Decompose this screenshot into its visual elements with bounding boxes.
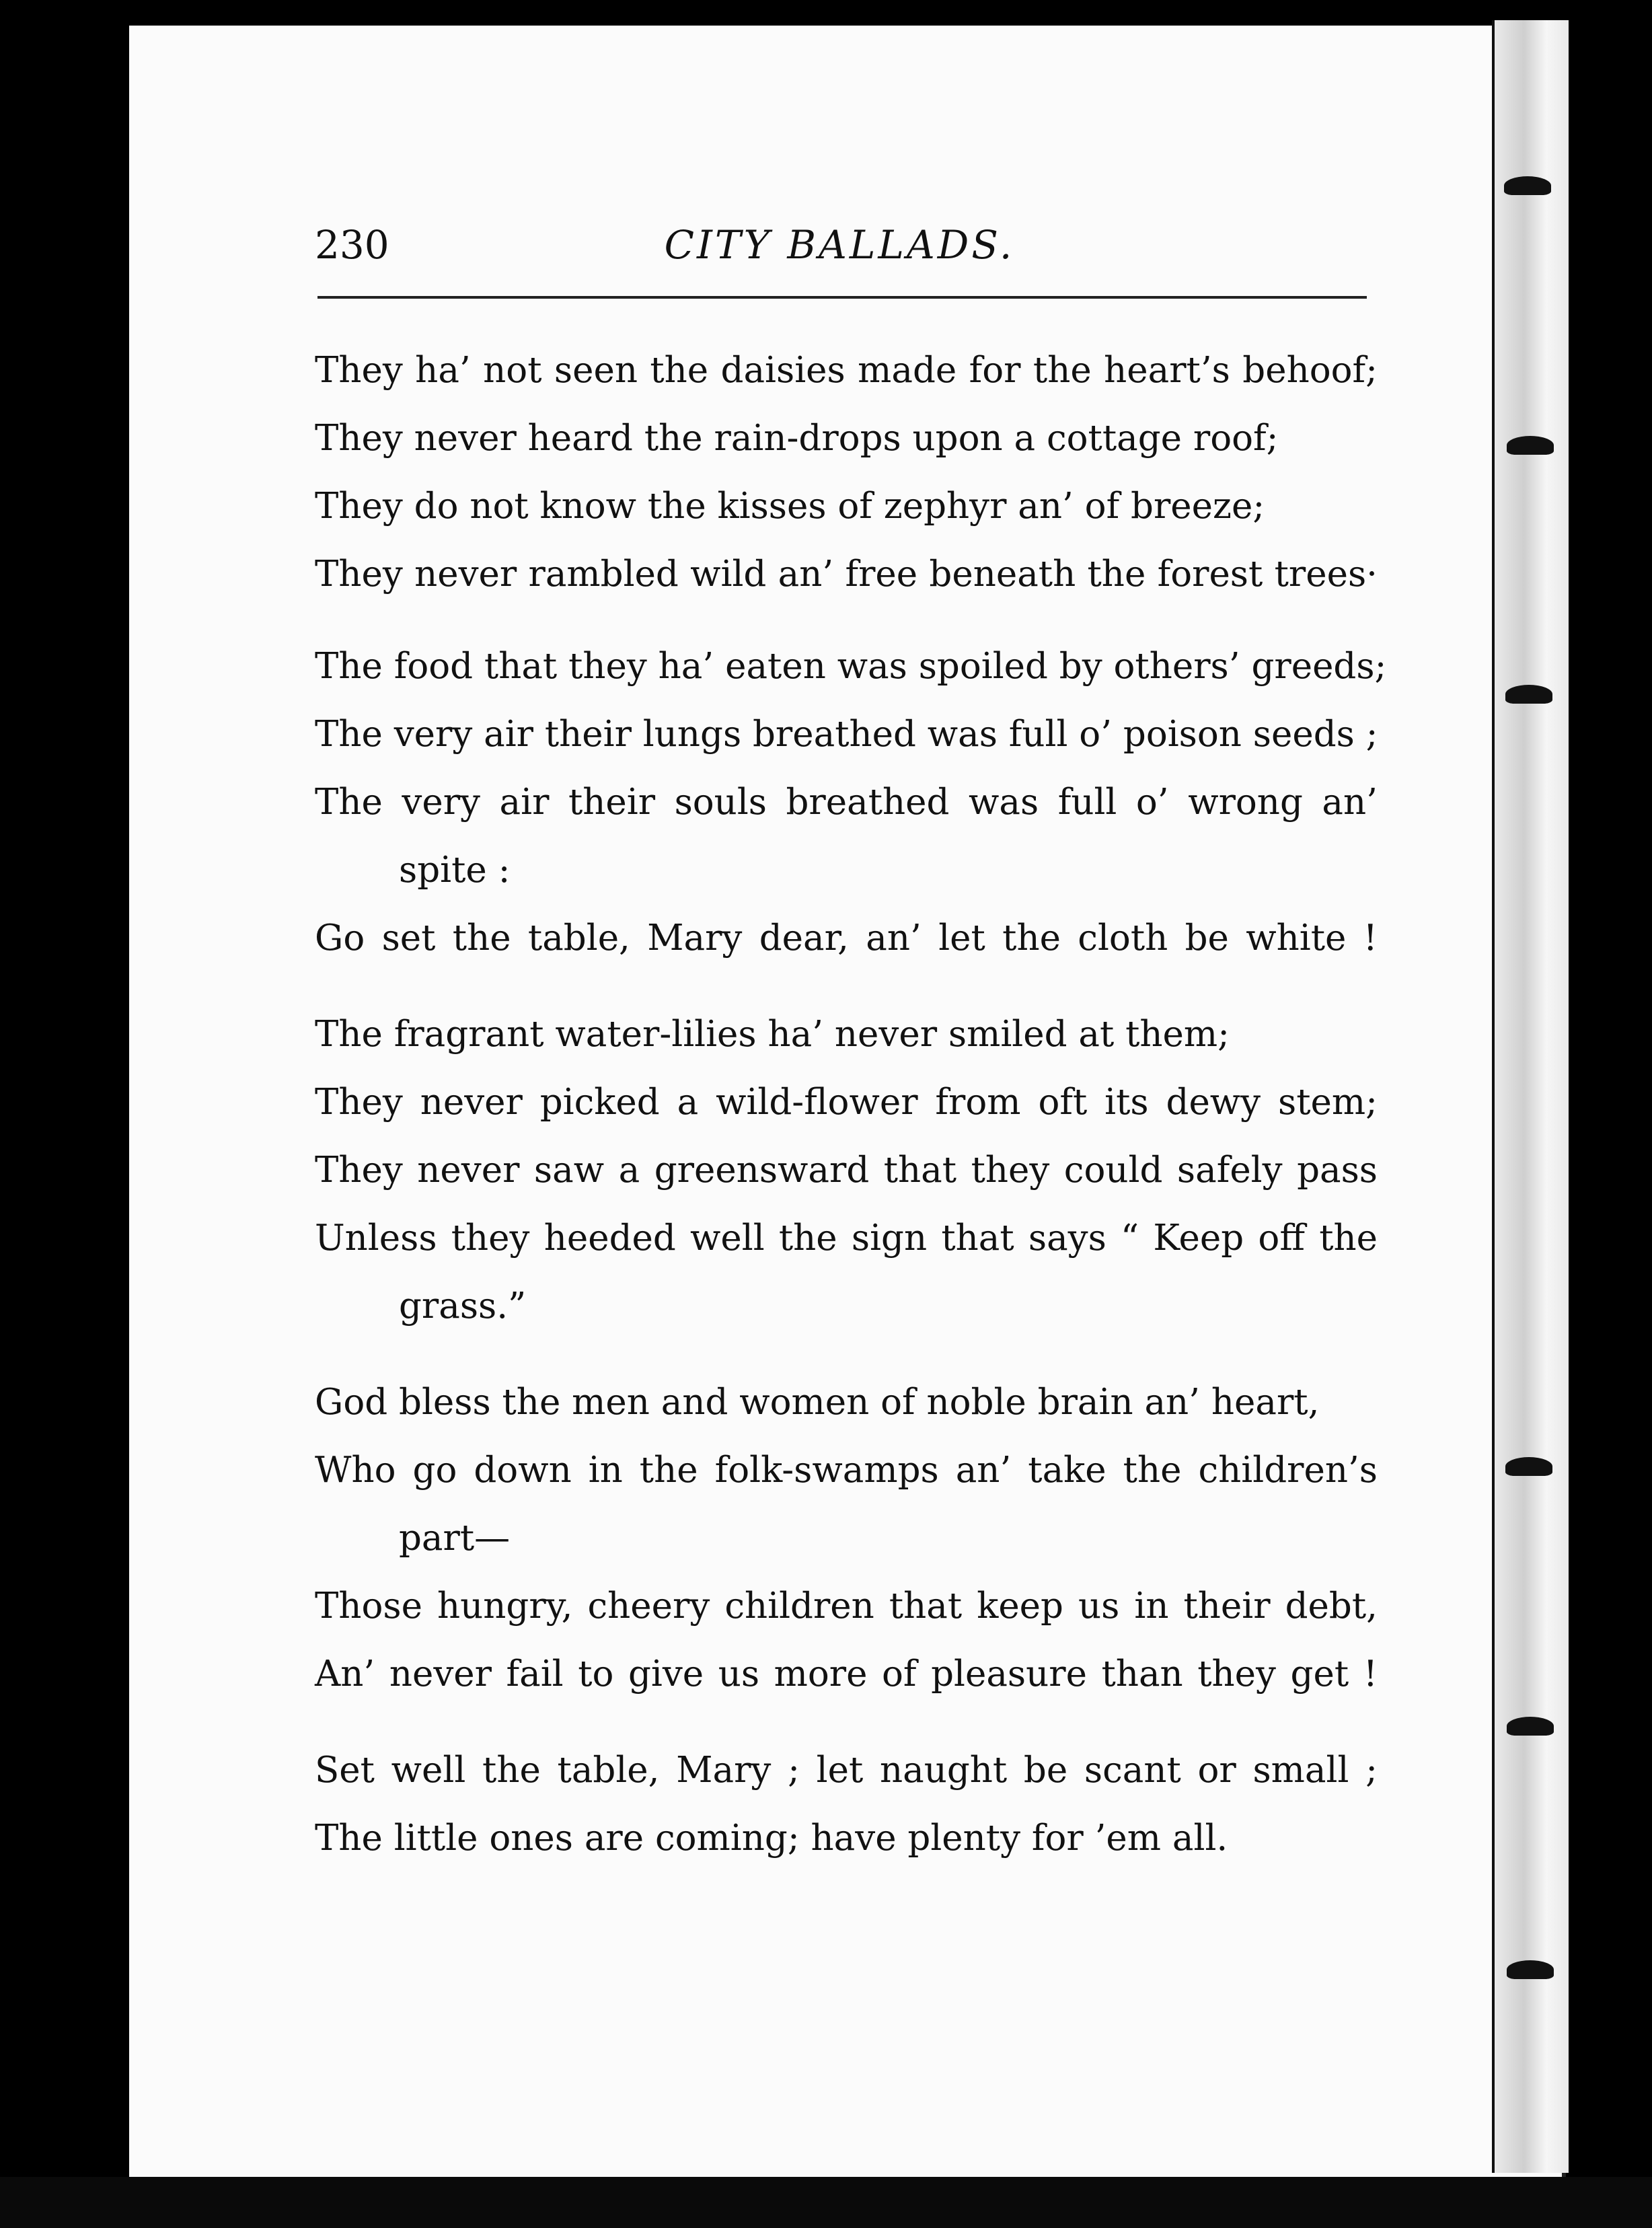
poem-line: The very air their souls breathed was full o’ wrong an’ (315, 782, 1378, 823)
book-spine (1492, 20, 1569, 2173)
page-header (315, 222, 1364, 276)
poem-line: Who go down in the folk-swamps an’ take the children’s (315, 1450, 1378, 1491)
poem-line: Go set the table, Mary dear, an’ let the cloth be white ! (315, 918, 1378, 959)
stanza (315, 336, 1378, 608)
binding-stitch (1507, 1960, 1554, 1979)
poem-line: spite : (399, 850, 511, 891)
binding-stitch (1505, 1457, 1552, 1476)
poem-line: They never saw a greensward that they could safely pass (315, 1150, 1378, 1191)
poem-body (315, 336, 1387, 1900)
running-title: CITY BALLADS. (664, 222, 1015, 268)
poem-line: They do not know the kisses of zephyr an’ of breeze; (315, 486, 1265, 527)
poem-line: The little ones are coming; have plenty for ’em all. (315, 1818, 1228, 1859)
scan-shadow (0, 2177, 1652, 2228)
poem-line: The fragrant water-lilies ha’ never smiled at them; (315, 1014, 1230, 1055)
stanza (315, 1736, 1378, 1872)
poem-line: God bless the men and women of noble brain an’ heart, (315, 1382, 1320, 1423)
poem-line: An’ never fail to give us more of pleasure than they get ! (315, 1654, 1378, 1695)
binding-stitch (1505, 685, 1552, 704)
page-number: 230 (315, 222, 389, 268)
header-rule (317, 296, 1367, 299)
poem-line: The very air their lungs breathed was full o’ poison seeds ; (315, 714, 1378, 755)
binding-stitch (1507, 436, 1554, 455)
poem-line: They never rambled wild an’ free beneath the forest trees· (315, 554, 1378, 595)
poem-line: Set well the table, Mary ; let naught be scant or small ; (315, 1750, 1378, 1791)
binding-stitch (1504, 176, 1551, 195)
poem-line: They never picked a wild-flower from oft its dewy stem; (315, 1082, 1378, 1123)
poem-line: They never heard the rain-drops upon a cottage roof; (315, 418, 1279, 459)
poem-line: grass.” (399, 1286, 527, 1327)
stanza (315, 1000, 1378, 1340)
poem-line: Those hungry, cheery children that keep us in their debt, (315, 1586, 1378, 1627)
stanza (315, 1368, 1378, 1708)
poem-line: Unless they heeded well the sign that says “ Keep off the (315, 1218, 1378, 1259)
binding-stitch (1507, 1717, 1554, 1736)
poem-line: part— (399, 1518, 511, 1559)
poem-line: The food that they ha’ eaten was spoiled by others’ greeds; (315, 646, 1387, 687)
stanza (315, 632, 1387, 972)
poem-line: They ha’ not seen the daisies made for the heart’s behoof; (315, 350, 1378, 391)
